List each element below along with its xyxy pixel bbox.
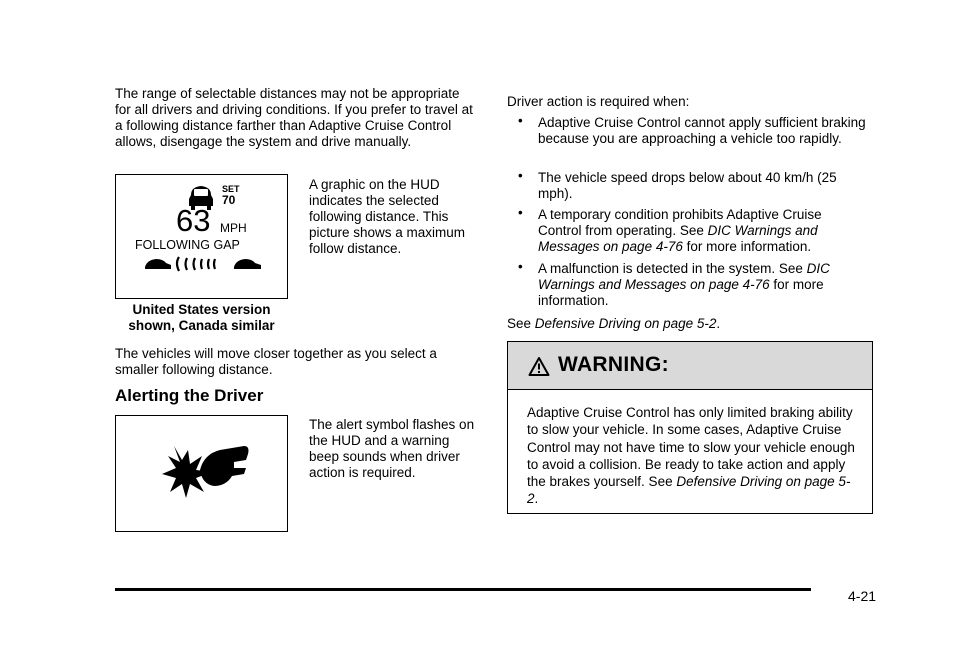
bullet-marker: • <box>518 168 523 183</box>
alert-symbol-figure <box>115 415 288 532</box>
bullet-item-2: The vehicle speed drops below about 40 km/h (25 mph). <box>538 170 837 201</box>
hud-speed-unit: MPH <box>220 221 247 235</box>
bullet-item-1: Adaptive Cruise Control cannot apply sufficient braking because you are approaching a vehicle too rapidly. <box>538 115 866 146</box>
hud-graphic <box>116 175 286 297</box>
section-heading: Alerting the Driver <box>115 386 264 405</box>
footer-rule <box>115 588 811 591</box>
bullet-marker: • <box>518 113 523 128</box>
see-also-line: See Defensive Driving on page 5-2. <box>507 316 721 331</box>
cross-reference-link[interactable]: DIC Warnings and Messages on page 4-76 <box>538 261 830 292</box>
hud-following-label: FOLLOWING GAP <box>135 238 240 252</box>
bullet-marker: • <box>518 259 523 274</box>
page-number: 4-21 <box>848 588 877 604</box>
bullet-item-3: A temporary condition prohibits Adaptive Cruise Control from operating. See DIC Warnings and Messages on page 4-76 for more information. <box>538 207 822 254</box>
warning-title: WARNING: <box>558 353 669 376</box>
cross-reference-link[interactable]: Defensive Driving on page 5-2 <box>534 316 717 331</box>
intro-paragraph: The range of selectable distances may not be appropriate for all drivers and driving conditions. If you prefer to travel at a following distance farther than Adaptive Cruise Control allows, disengage the system and drive manually. <box>115 86 473 149</box>
lead-vehicle-icon <box>234 259 261 269</box>
closer-paragraph: The vehicles will move closer together as you select a smaller following distance. <box>115 346 437 377</box>
warning-header <box>508 342 872 390</box>
bullet-marker: • <box>518 205 523 220</box>
figure-caption: United States version shown, Canada similar <box>128 302 275 333</box>
hud-following-gap-figure <box>115 174 288 299</box>
hud-set-value: 70 <box>222 193 236 207</box>
hud-speed: 63 <box>176 203 211 238</box>
bullet-item-4: A malfunction is detected in the system. See DIC Warnings and Messages on page 4-76 for more information. <box>538 261 830 308</box>
cross-reference-link[interactable]: Defensive Driving on page 5-2 <box>527 474 851 507</box>
hud-set-label: SET <box>222 184 240 194</box>
warning-box <box>507 341 873 514</box>
alert-description: The alert symbol flashes on the HUD and a warning beep sounds when driver action is required. <box>309 417 475 480</box>
collision-alert-icon <box>162 446 249 498</box>
cross-reference-link[interactable]: DIC Warnings and Messages on page 4-76 <box>538 223 818 254</box>
warning-body: Adaptive Cruise Control has only limited braking ability to slow your vehicle. In some cases, Adaptive Cruise Control may not have time to slow your vehicle enough to avoid a collision. Be ready to take action and apply the brakes yourself. See Defensive Driving on page 5-2. <box>527 405 855 507</box>
own-vehicle-icon <box>145 259 171 269</box>
warning-triangle-icon <box>528 356 550 377</box>
gap-arcs-icon <box>177 257 215 271</box>
hud-description: A graphic on the HUD indicates the selected following distance. This picture shows a maximum follow distance. <box>309 177 466 256</box>
right-intro: Driver action is required when: <box>507 94 690 109</box>
